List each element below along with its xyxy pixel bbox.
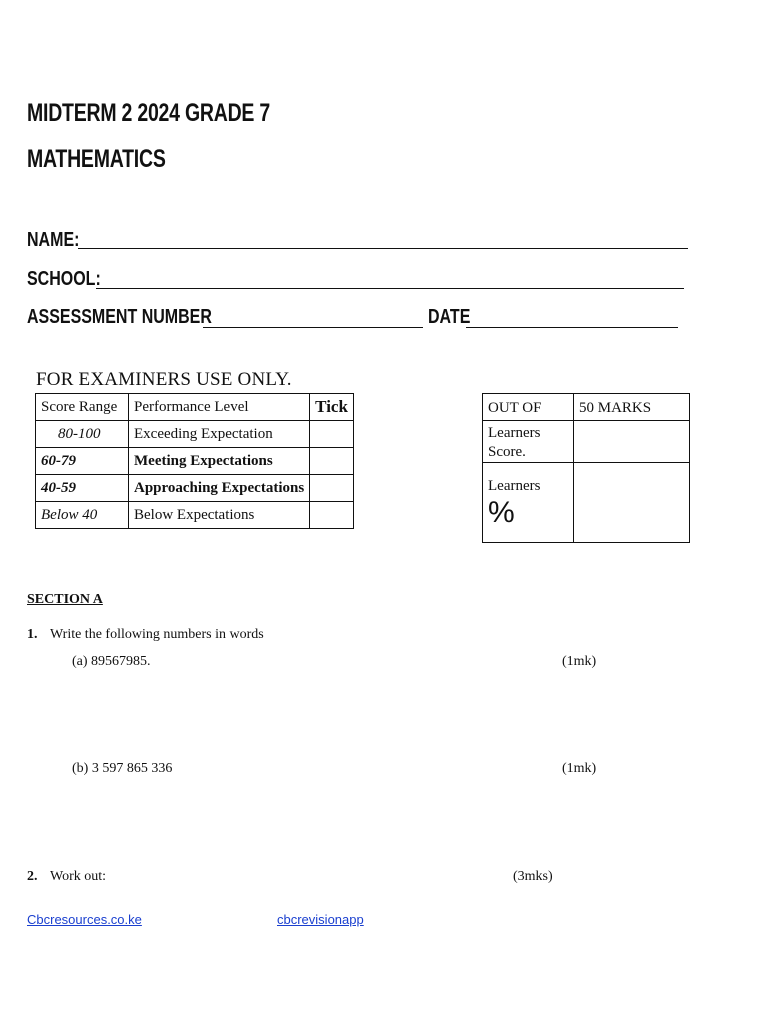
tick-header: Tick <box>310 394 354 421</box>
out-of-value: 50 MARKS <box>574 394 690 421</box>
table-header-row <box>36 394 354 421</box>
date-line[interactable] <box>466 327 678 328</box>
learners-score-label-line1: Learners <box>488 425 541 441</box>
performance-level-header: Performance Level <box>129 394 310 421</box>
footer-link-left[interactable]: Cbcresources.co.ke <box>27 912 142 927</box>
table-row <box>36 475 354 502</box>
table-row <box>36 502 354 529</box>
assessment-number-label: ASSESSMENT NUMBER <box>27 306 212 328</box>
out-of-row <box>483 394 690 421</box>
learners-percent-cell[interactable] <box>574 463 690 543</box>
tick-cell[interactable] <box>310 475 354 502</box>
section-title: SECTION A <box>27 592 103 607</box>
question-number: 1. <box>27 627 38 642</box>
footer-link-right[interactable]: cbcrevisionapp <box>277 912 364 927</box>
performance-level: Meeting Expectations <box>129 448 310 475</box>
question-marks: (3mks) <box>513 869 553 884</box>
question-part: (a) 89567985. <box>72 654 151 669</box>
assessment-number-line[interactable] <box>203 327 423 328</box>
tick-cell[interactable] <box>310 502 354 529</box>
score-range-header: Score Range <box>36 394 129 421</box>
name-line[interactable] <box>78 248 688 249</box>
table-row <box>36 421 354 448</box>
score-range: 40-59 <box>36 475 129 502</box>
subject-title: MATHEMATICS <box>27 145 166 173</box>
marks-table <box>482 393 690 543</box>
percent-symbol: % <box>488 495 515 529</box>
examiners-title: FOR EXAMINERS USE ONLY. <box>36 369 292 390</box>
out-of-label: OUT OF <box>483 394 574 421</box>
learners-percent-label-text: Learners <box>488 477 541 494</box>
score-range: Below 40 <box>36 502 129 529</box>
tick-cell[interactable] <box>310 421 354 448</box>
question-text: Work out: <box>50 869 107 884</box>
learners-score-label <box>483 421 574 463</box>
performance-table <box>35 393 354 529</box>
learners-score-label-line2: Score. <box>488 444 526 460</box>
learners-score-cell[interactable] <box>574 421 690 463</box>
question-text: Write the following numbers in words <box>50 627 264 642</box>
school-label: SCHOOL: <box>27 268 101 290</box>
learners-percent-label <box>483 463 574 543</box>
question-marks: (1mk) <box>562 654 597 669</box>
exam-title: MIDTERM 2 2024 GRADE 7 <box>27 99 271 127</box>
performance-level: Below Expectations <box>129 502 310 529</box>
performance-level: Exceeding Expectation <box>129 421 310 448</box>
performance-level: Approaching Expectations <box>129 475 310 502</box>
date-label: DATE <box>428 306 471 328</box>
question-marks: (1mk) <box>562 761 597 776</box>
tick-cell[interactable] <box>310 448 354 475</box>
score-range: 80-100 <box>36 421 129 448</box>
question-part: (b) 3 597 865 336 <box>72 761 173 776</box>
question-number: 2. <box>27 869 38 884</box>
name-label: NAME: <box>27 229 80 251</box>
learners-score-row <box>483 421 690 463</box>
school-line[interactable] <box>96 288 684 289</box>
learners-percent-row <box>483 463 690 543</box>
table-row <box>36 448 354 475</box>
score-range: 60-79 <box>36 448 129 475</box>
